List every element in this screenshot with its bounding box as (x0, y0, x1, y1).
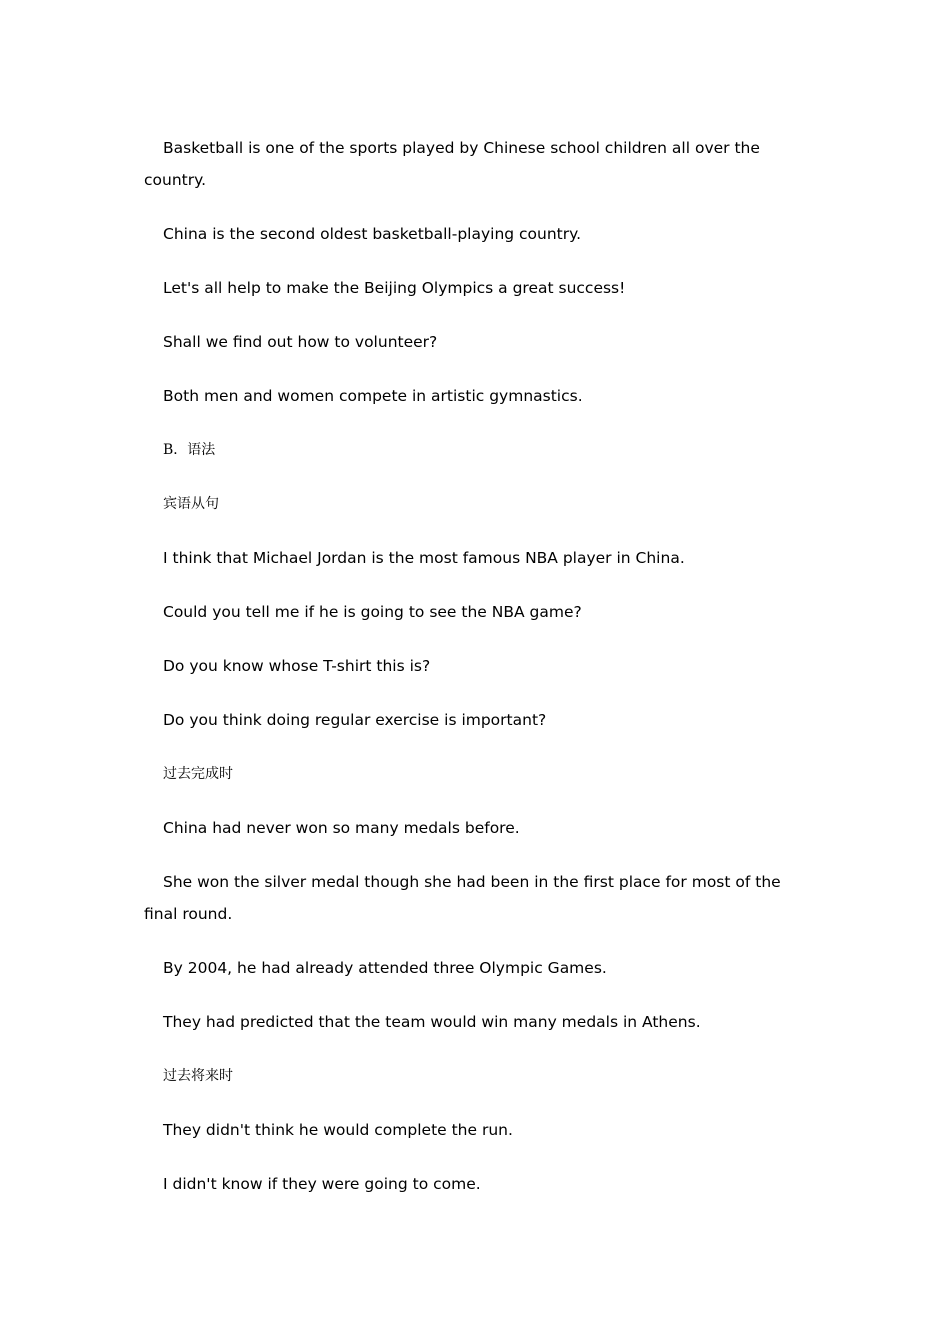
paragraph-tshirt: Do you know whose T-shirt this is? (163, 657, 431, 675)
paragraph-basketball-sport: Basketball is one of the sports played by Chinese school children all over the country. (144, 139, 760, 189)
paragraph-silver-medal: She won the silver medal though she had been in the first place for most of the final round. (144, 873, 781, 923)
paragraph-nba-game: Could you tell me if he is going to see the NBA game? (163, 603, 582, 621)
paragraph-olympics-success: Let's all help to make the Beijing Olympics a great success! (163, 279, 626, 297)
section-heading-grammar: B．语法 (163, 442, 216, 458)
paragraph-exercise: Do you think doing regular exercise is important? (163, 711, 547, 729)
paragraph-going-to-come: I didn't know if they were going to come. (163, 1175, 481, 1193)
paragraph-olympic-games-2004: By 2004, he had already attended three Olympic Games. (163, 959, 607, 977)
document-page (144, 132, 812, 1222)
paragraph-medals-before: China had never won so many medals before. (163, 819, 520, 837)
paragraph-athens-prediction: They had predicted that the team would win many medals in Athens. (163, 1013, 701, 1031)
paragraph-michael-jordan: I think that Michael Jordan is the most famous NBA player in China. (163, 549, 685, 567)
paragraph-gymnastics: Both men and women compete in artistic gymnastics. (163, 387, 583, 405)
subheading-past-perfect: 过去完成时 (163, 766, 233, 782)
paragraph-volunteer: Shall we find out how to volunteer? (163, 333, 438, 351)
paragraph-complete-run: They didn't think he would complete the run. (163, 1121, 513, 1139)
paragraph-oldest-country: China is the second oldest basketball-playing country. (163, 225, 582, 243)
subheading-object-clause: 宾语从句 (163, 496, 219, 512)
subheading-future-in-past: 过去将来时 (163, 1068, 233, 1084)
